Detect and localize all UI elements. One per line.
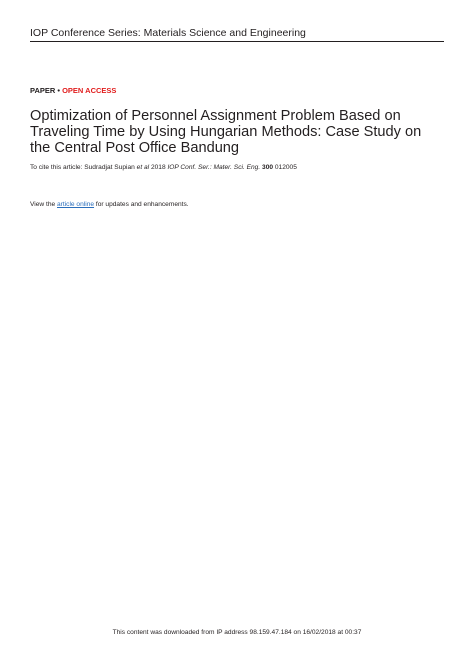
paper-label: PAPER bbox=[30, 86, 56, 95]
citation-prefix: To cite this article: Sudradjat Supian bbox=[30, 164, 137, 171]
download-footer: This content was downloaded from IP address 98.159.47.184 on 16/02/2018 at 00:37 bbox=[112, 629, 362, 636]
type-separator: • bbox=[55, 86, 63, 95]
journal-series-title: IOP Conference Series: Materials Science and Engineering bbox=[30, 27, 306, 39]
article-online-link[interactable]: article online bbox=[57, 201, 95, 208]
view-online-line bbox=[30, 200, 444, 209]
article-type-line bbox=[30, 86, 116, 96]
citation-line bbox=[30, 163, 444, 172]
open-access-badge: OPEN ACCESS bbox=[62, 86, 117, 95]
citation-volume: 300 bbox=[262, 164, 274, 171]
view-prefix: View the bbox=[30, 201, 58, 208]
citation-article-number: 012005 bbox=[273, 164, 297, 171]
citation-year: 2018 bbox=[149, 164, 168, 171]
citation-et-al: et al bbox=[136, 164, 150, 171]
header-divider bbox=[30, 41, 444, 42]
citation-journal: IOP Conf. Ser.: Mater. Sci. Eng. bbox=[167, 164, 261, 171]
article-title: Optimization of Personnel Assignment Problem Based on Traveling Time by Using Hungarian Methods: Case Study on the Central Post Office Bandung bbox=[30, 108, 422, 156]
view-suffix: for updates and enhancements. bbox=[94, 201, 189, 208]
